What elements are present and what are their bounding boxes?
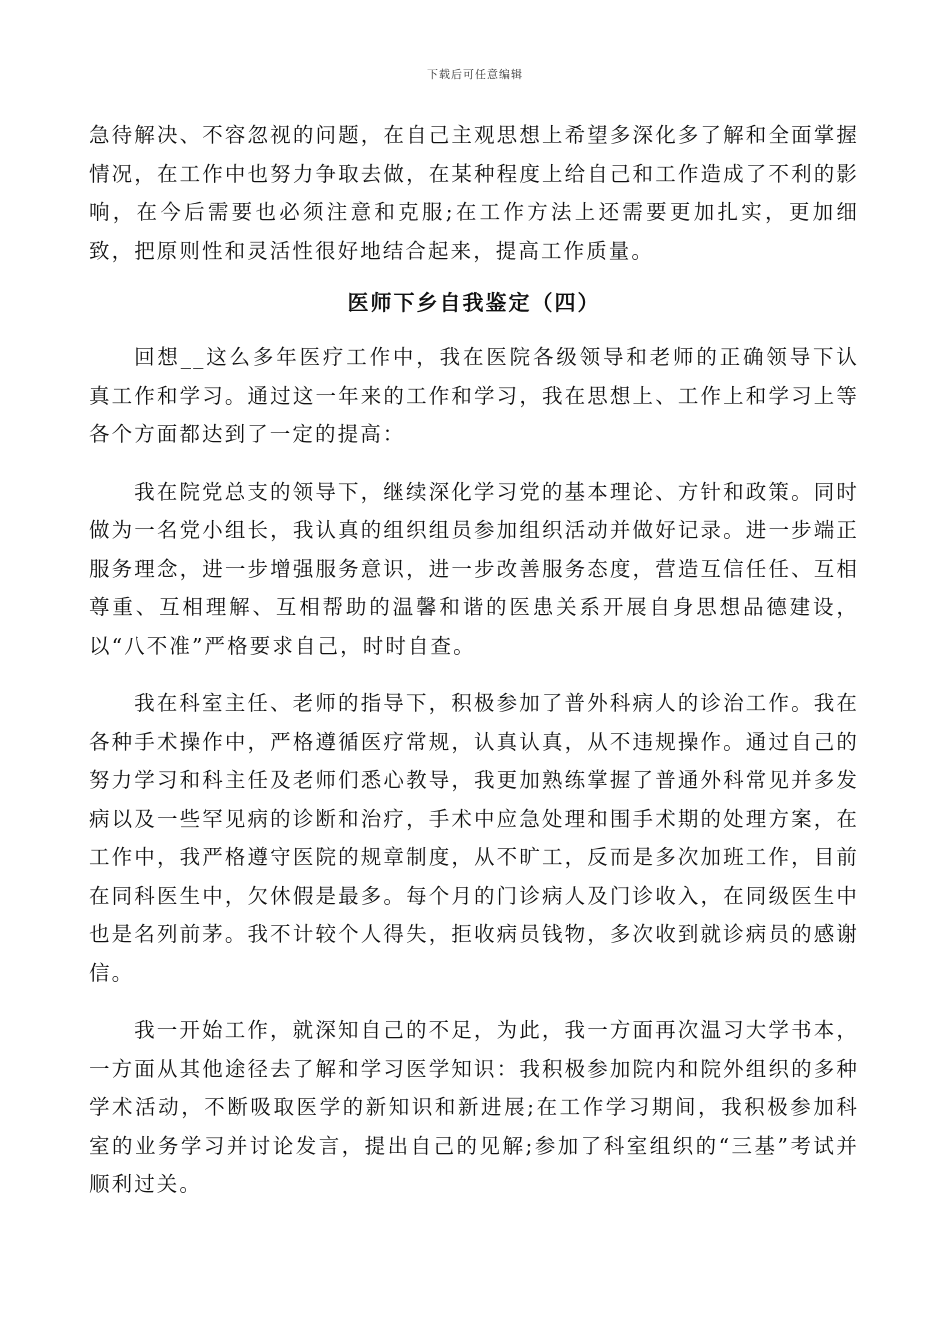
paragraph-2: 我在院党总支的领导下，继续深化学习党的基本理论、方针和政策。同时做为一名党小组长，我认真的组织组员参加组织活动并做好记录。进一步端正服务理念，进一步增强服务意识，进一步改善服务态度，营造互信任任、互相尊重、互相理解、互相帮助的温馨和谐的医患关系开展自身思想品德建设，以“八不准”严格要求自己，时时自查。 xyxy=(89,479,859,658)
paragraph-3: 我在科室主任、老师的指导下，积极参加了普外科病人的诊治工作。我在各种手术操作中，严格遵循医疗常规，认真认真，从不违规操作。通过自己的努力学习和科主任及老师们悉心教导，我更加熟练掌握了普通外科常见并多发病以及一些罕见病的诊断和治疗，手术中应急处理和围手术期的处理方案，在工作中，我严格遵守医院的规章制度，从不旷工，反而是多次加班工作，目前在同科医生中，欠休假是最多。每个月的门诊病人及门诊收入，在同级医生中也是名列前茅。我不计较个人得失，拒收病员钱物，多次收到就诊病员的感谢信。 xyxy=(89,691,859,985)
page-header-note: 下载后可任意编辑 xyxy=(427,68,523,81)
paragraph-4: 我一开始工作，就深知自己的不足，为此，我一方面再次温习大学书本，一方面从其他途径去了解和学习医学知识：我积极参加院内和院外组织的多种学术活动，不断吸取医学的新知识和新进展;在工作学习期间，我积极参加科室的业务学习并讨论发言，提出自己的见解;参加了科室组织的“三基”考试并顺利过关。 xyxy=(89,1018,859,1196)
continuation-paragraph: 急待解决、不容忽视的问题，在自己主观思想上希望多深化多了解和全面掌握情况，在工作中也努力争取去做，在某种程度上给自己和工作造成了不利的影响，在今后需要也必须注意和克服;在工作方法上还需要更加扎实，更加细致，把原则性和灵活性很好地结合起来，提高工作质量。 xyxy=(89,123,859,263)
document-body xyxy=(89,116,859,1204)
paragraph-1: 回想__这么多年医疗工作中，我在医院各级领导和老师的正确领导下认真工作和学习。通过这一年来的工作和学习，我在思想上、工作上和学习上等各个方面都达到了一定的提高： xyxy=(89,345,859,446)
paragraph-gap xyxy=(89,992,859,1011)
paragraph-gap xyxy=(89,454,859,473)
section-title: 医师下乡自我鉴定（四） xyxy=(347,291,601,315)
paragraph-gap xyxy=(89,665,859,684)
